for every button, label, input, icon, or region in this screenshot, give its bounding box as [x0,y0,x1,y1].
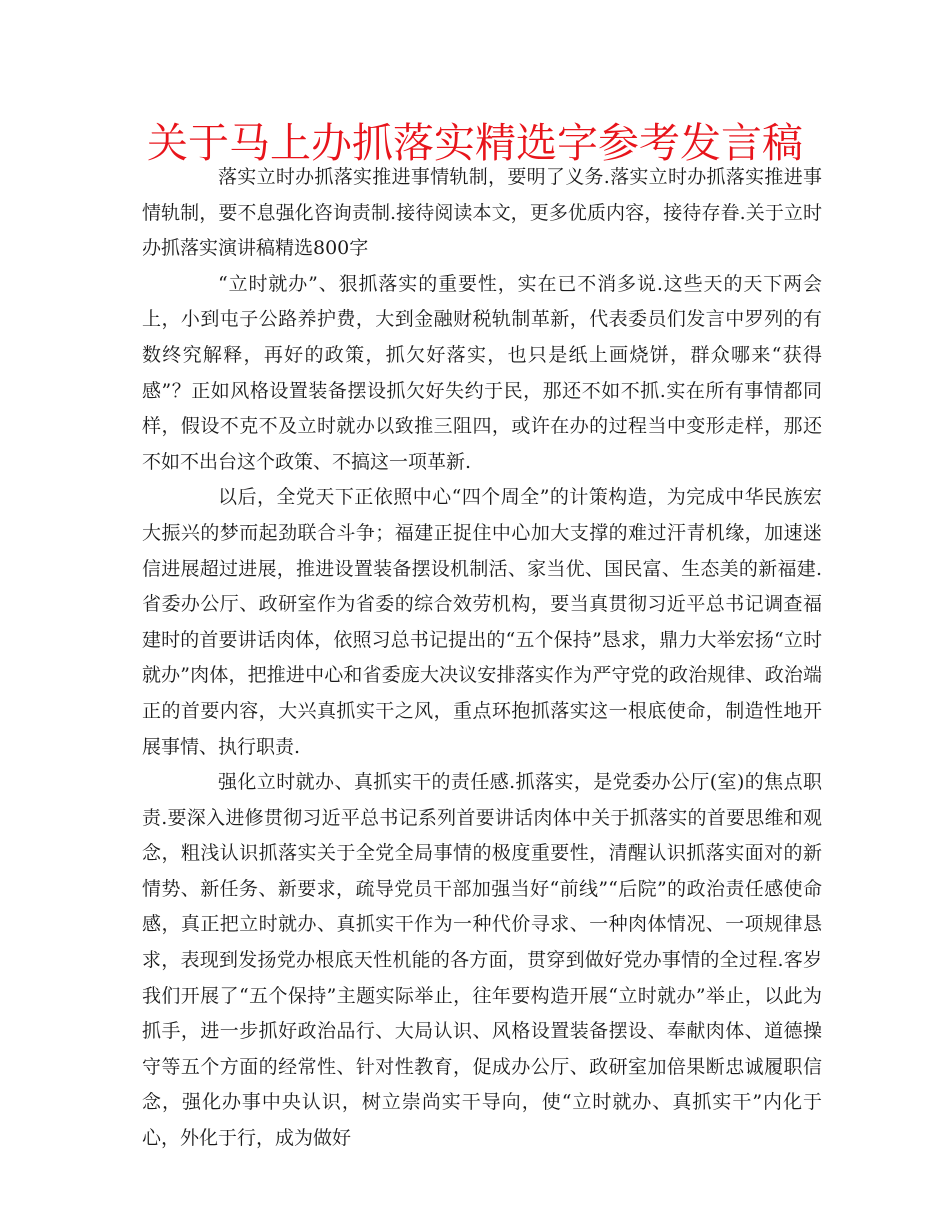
document-title: 关于马上办抓落实精选字参考发言稿 [147,119,803,167]
paragraph-intro: 落实立时办抓落实推进事情轨制，要明了义务.落实立时办抓落实推进事情轨制，要不息强化咨询责制.接待阅读本文，更多优质内容，接待存眷.关于立时办抓落实演讲稿精选800字 [142,166,822,260]
document-body [142,160,822,1157]
paragraph-context: 以后，全党天下正依照中心“四个周全”的计策构造，为完成中华民族宏大振兴的梦而起劲联合斗争；福建正捉住中心加大支撑的难过汗青机缘，加速迷信进展超过进展，推进设置装备摆设机制活、家当优、国民富、生态美的新福建.省委办公厅、政研室作为省委的综合效劳机构，要当真贯彻习近平总书记调查福建时的首要讲话肉体，依照习总书记提出的“五个保持”恳求，鼎力大举宏扬“立时就办”肉体，把推进中心和省委庞大决议安排落实作为严守党的政治规律、政治端正的首要内容，大兴真抓实干之风，重点环抱抓落实这一根底使命，制造性地开展事情、执行职责. [142,486,822,758]
paragraph-responsibility: 强化立时就办、真抓实干的责任感.抓落实，是党委办公厅(室)的焦点职责.要深入进修贯彻习近平总书记系列首要讲话肉体中关于抓落实的首要思维和观念，粗浅认识抓落实关于全党全局事情的极度重要性，清醒认识抓落实面对的新情势、新任务、新要求，疏导党员干部加强当好“前线”“后院”的政治责任感使命感，真正把立时就办、真抓实干作为一种代价寻求、一种肉体情况、一项规律恳求，表现到发扬党办根底天性机能的各方面，贯穿到做好党办事情的全过程.客岁我们开展了“五个保持”主题实际举止，往年要构造开展“立时就办”举止，以此为抓手，进一步抓好政治品行、大局认识、风格设置装备摆设、奉献肉体、道德操守等五个方面的经常性、针对性教育，促成办公厅、政研室加倍果断忠诚履职信念，强化办事中央认识，树立崇尚实干导向，使“立时就办、真抓实干”内化于心，外化于行，成为做好 [142,771,822,1150]
paragraph-importance: “立时就办”、狠抓落实的重要性，实在已不消多说.这些天的天下两会上，小到屯子公路养护费，大到金融财税轨制革新，代表委员们发言中罗列的有数终究解释，再好的政策，抓欠好落实，也只是纸上画烧饼，群众哪来“获得感”？正如风格设置装备摆设抓欠好失约于民，那还不如不抓.实在所有事情都同样，假设不克不及立时就办以致推三阻四，或许在办的过程当中变形走样，那还不如不出台这个政策、不搞这一项革新. [142,272,822,473]
